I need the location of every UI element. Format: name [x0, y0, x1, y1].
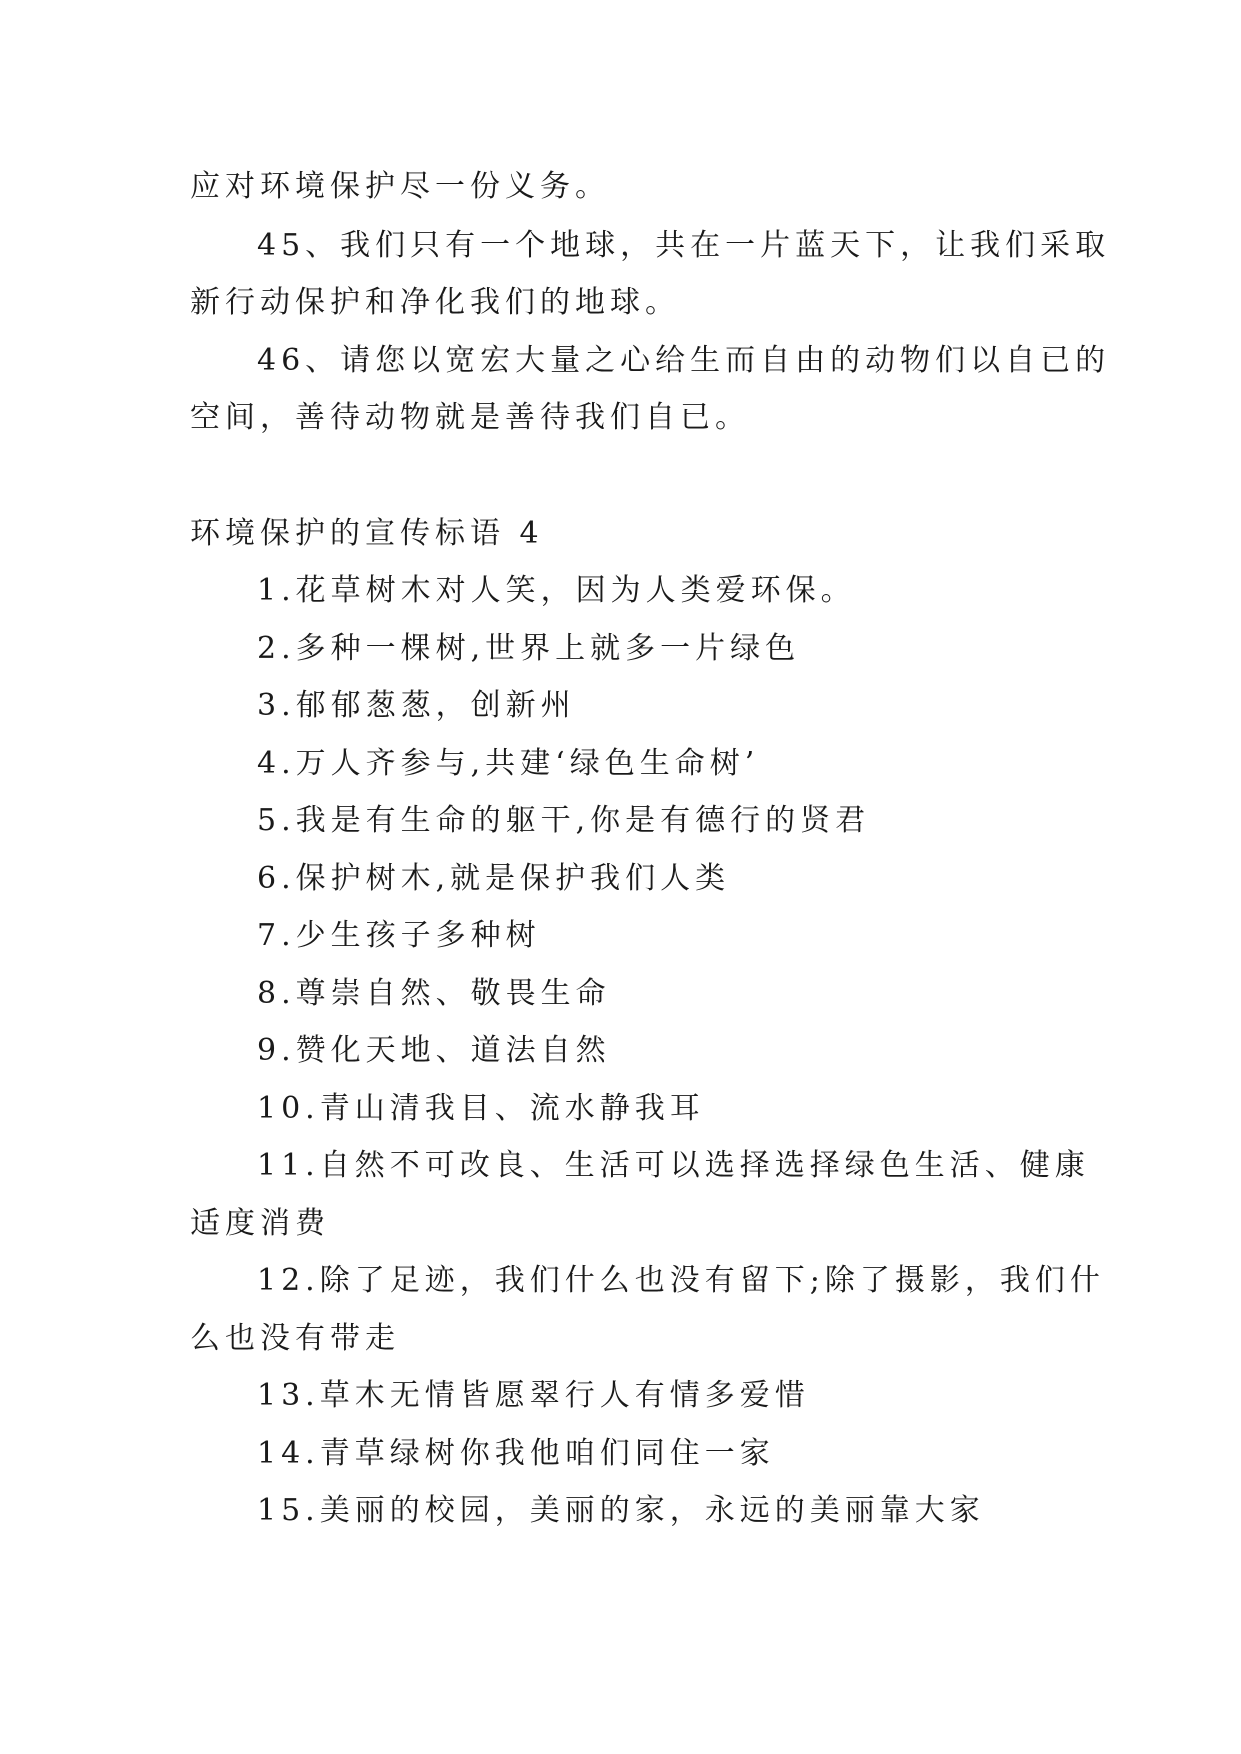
- list-item: 15.美丽的校园，美丽的家，永远的美丽靠大家: [257, 1493, 985, 1528]
- list-item: 12.除了足迹，我们什么也没有留下;除了摄影，我们什: [257, 1263, 1105, 1298]
- list-item: 7.少生孩子多种树: [257, 918, 541, 953]
- list-item: 10.青山清我目、流水静我耳: [257, 1091, 705, 1126]
- list-item: 9.赞化天地、道法自然: [257, 1033, 611, 1068]
- list-item: 4.万人齐参与,共建‘绿色生命树’: [257, 746, 760, 781]
- paragraph-line: 45、我们只有一个地球，共在一片蓝天下，让我们采取: [257, 228, 1111, 263]
- section-heading: 环境保护的宣传标语 4: [190, 516, 544, 551]
- list-item: 8.尊崇自然、敬畏生命: [257, 976, 611, 1011]
- list-item: 13.草木无情皆愿翠行人有情多爱惜: [257, 1378, 810, 1413]
- list-item: 11.自然不可改良、生活可以选择选择绿色生活、健康: [257, 1148, 1090, 1183]
- list-item: 6.保护树木,就是保护我们人类: [257, 861, 731, 896]
- list-item: 5.我是有生命的躯干,你是有德行的贤君: [257, 803, 871, 838]
- paragraph-line: 空间，善待动物就是善待我们自已。: [190, 400, 750, 435]
- list-item: 1.花草树木对人笑，因为人类爱环保。: [257, 573, 856, 608]
- list-item: 14.青草绿树你我他咱们同住一家: [257, 1436, 775, 1471]
- list-item-continuation: 么也没有带走: [190, 1321, 400, 1356]
- list-item: 3.郁郁葱葱，创新州: [257, 688, 576, 723]
- list-item-continuation: 适度消费: [190, 1206, 330, 1241]
- paragraph-line: 新行动保护和净化我们的地球。: [190, 285, 680, 320]
- paragraph-line: 应对环境保护尽一份义务。: [190, 169, 610, 204]
- paragraph-line: 46、请您以宽宏大量之心给生而自由的动物们以自已的: [257, 343, 1111, 378]
- list-item: 2.多种一棵树,世界上就多一片绿色: [257, 631, 801, 666]
